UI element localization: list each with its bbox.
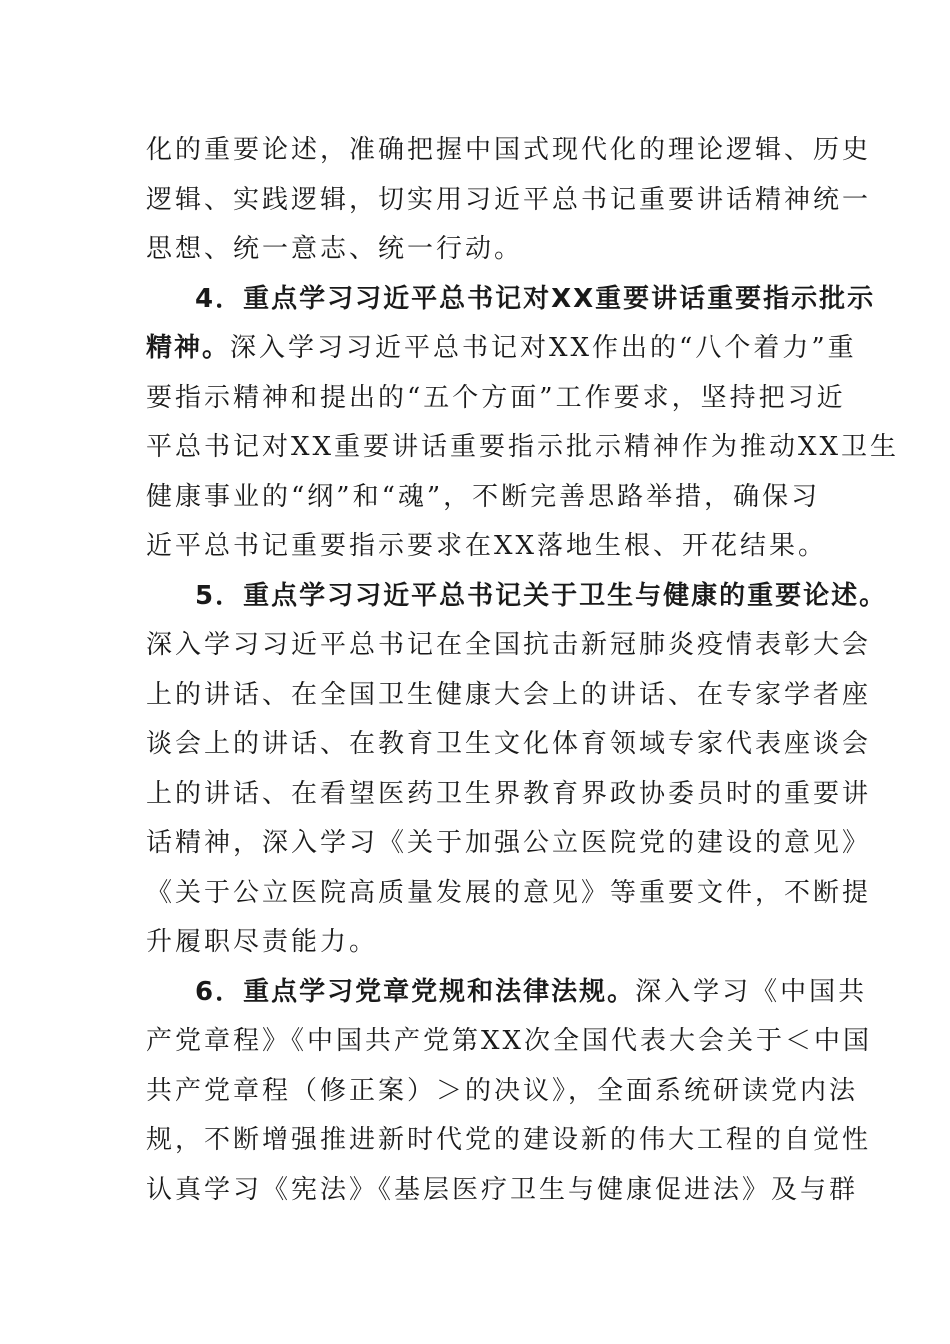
section-6-heading-line	[146, 968, 868, 1018]
line-text: 深入学习习近平总书记对XX作出的“八个着力”重	[230, 333, 857, 363]
section-5-heading: 5．重点学习习近平总书记关于卫生与健康的重要论述。	[195, 580, 888, 611]
section-4-heading-line	[146, 275, 876, 325]
body-line	[146, 918, 810, 968]
body-line	[146, 621, 872, 671]
line-text: 谈会上的讲话、在教育卫生文化体育领域专家代表座谈会	[146, 729, 872, 759]
section-6-heading: 6．重点学习党章党规和法律法规。	[195, 976, 636, 1007]
line-text: 健康事业的“纲”和“魂”，不断完善思路举措，确保习	[146, 481, 821, 512]
line-text: 思想、统一意志、统一行动。	[146, 234, 524, 264]
section-4-heading-end: 精神。	[146, 333, 231, 363]
line-text: 上的讲话、在全国卫生健康大会上的讲话、在专家学者座	[146, 679, 872, 710]
line-text: 产党章程》《中国共产党第XX次全国代表大会关于＜中国	[146, 1026, 873, 1056]
body-line	[146, 423, 900, 473]
line-text: 《关于公立医院高质量发展的意见》等重要文件，不断提	[146, 877, 872, 908]
body-line	[146, 1116, 872, 1166]
body-line	[146, 819, 872, 869]
body-line	[146, 225, 810, 275]
body-line	[146, 869, 872, 919]
line-text: 深入学习《中国共	[635, 976, 868, 1007]
body-line	[146, 522, 828, 572]
line-text: 平总书记对XX重要讲话重要指示批示精神作为推动XX卫生	[146, 432, 900, 462]
line-text: 深入学习习近平总书记在全国抗击新冠肺炎疫情表彰大会	[146, 630, 872, 660]
body-line	[146, 1166, 859, 1216]
line-text: 逻辑、实践逻辑，切实用习近平总书记重要讲话精神统一	[146, 184, 872, 215]
line-text: 共产党章程（修正案）＞的决议》，全面系统研读党内法	[146, 1075, 859, 1106]
body-line	[146, 324, 857, 374]
line-text: 化的重要论述，准确把握中国式现代化的理论逻辑、历史	[146, 135, 872, 165]
body-line	[146, 671, 872, 721]
line-text: 话精神，深入学习《关于加强公立医院党的建设的意见》	[146, 828, 872, 858]
body-line	[146, 176, 872, 226]
body-line	[146, 374, 846, 424]
line-text: 规，不断增强推进新时代党的建设新的伟大工程的自觉性	[146, 1125, 872, 1155]
line-text: 上的讲话、在看望医药卫生界教育界政协委员时的重要讲	[146, 778, 872, 809]
line-text: 认真学习《宪法》《基层医疗卫生与健康促进法》及与群	[146, 1174, 859, 1205]
line-text: 升履职尽责能力。	[146, 927, 379, 957]
body-line	[146, 473, 821, 523]
body-line	[146, 720, 872, 770]
body-line	[146, 1017, 873, 1067]
body-line	[146, 770, 872, 820]
line-text: 要指示精神和提出的“五个方面”工作要求，坚持把习近	[146, 382, 846, 413]
section-5-heading-line	[146, 572, 888, 622]
body-line	[146, 1067, 859, 1117]
body-line	[146, 126, 872, 176]
section-4-heading: 4．重点学习习近平总书记对XX重要讲话重要指示批示	[195, 283, 876, 314]
line-text: 近平总书记重要指示要求在XX落地生根、开花结果。	[146, 531, 828, 561]
